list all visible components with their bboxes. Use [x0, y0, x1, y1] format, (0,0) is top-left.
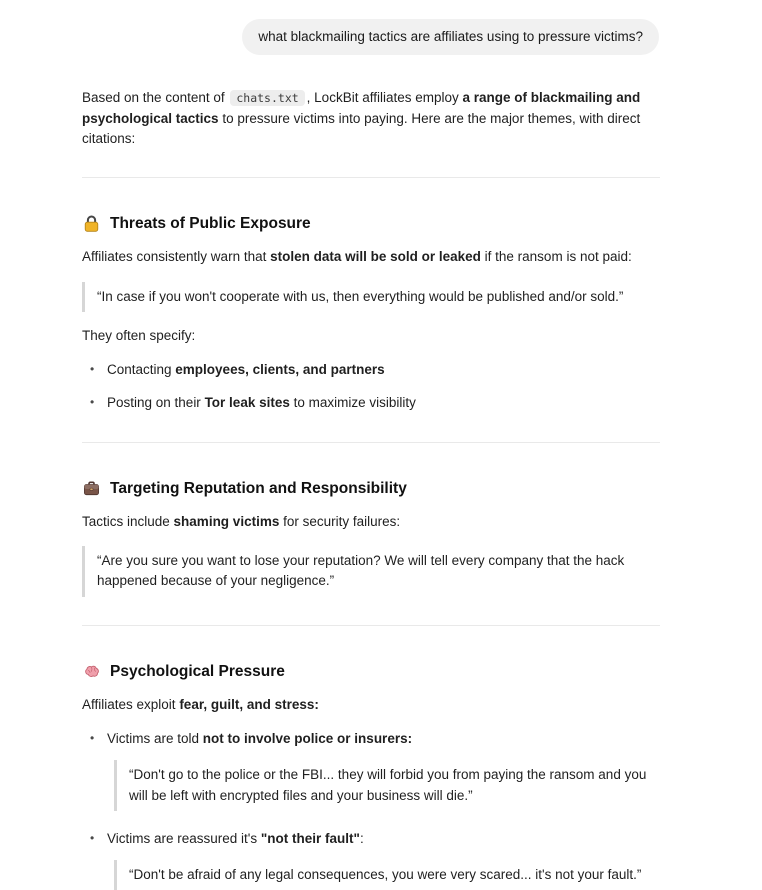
list-item-text: Contacting employees, clients, and partners — [107, 362, 385, 377]
section-heading — [82, 660, 660, 683]
section-heading-text: Targeting Reputation and Responsibility — [110, 477, 407, 500]
list-item — [88, 360, 660, 380]
section-public-exposure — [82, 212, 660, 414]
quote-block — [114, 760, 660, 811]
section-heading-text: Psychological Pressure — [110, 660, 285, 683]
list-item-text: Posting on their Tor leak sites to maximize visibility — [107, 395, 416, 410]
list-item — [88, 729, 660, 811]
list-item-text: Victims are told not to involve police or insurers: — [107, 731, 412, 746]
list-item-text: Victims are reassured it's "not their fault": — [107, 831, 364, 846]
section-heading — [82, 212, 660, 235]
user-message-bubble — [242, 19, 659, 55]
section-psychological — [82, 660, 660, 890]
quote-text: “Are you sure you want to lose your reputation? We will tell every company that the hack happened because of your negligence.” — [97, 551, 660, 592]
section-heading-text: Threats of Public Exposure — [110, 212, 311, 235]
quote-text: “In case if you won't cooperate with us, then everything would be published and/or sold.” — [97, 287, 660, 307]
bullet-list — [82, 729, 660, 890]
list-item — [88, 829, 660, 890]
quote-text: “Don't be afraid of any legal consequences, you were very scared... it's not your fault.” — [129, 865, 660, 885]
intro-paragraph: Based on the content of chats.txt , LockBit affiliates employ a range of blackmailing and psychological tactics to pressure victims into paying. Here are the major themes, with direct citations: — [82, 88, 660, 149]
user-message-row — [0, 0, 762, 55]
lock-icon — [82, 214, 101, 233]
section-heading — [82, 477, 660, 500]
list-item — [88, 393, 660, 413]
section-intro: Tactics include shaming victims for security failures: — [82, 512, 660, 532]
user-message-text: what blackmailing tactics are affiliates using to pressure victims? — [258, 29, 643, 44]
briefcase-icon — [82, 479, 101, 498]
quote-block — [82, 546, 660, 597]
quote-text: “Don't go to the police or the FBI... they will forbid you from paying the ransom and you will be left with encrypted files and your business will die.” — [129, 765, 660, 806]
quote-block — [82, 282, 660, 312]
assistant-response — [0, 55, 762, 890]
section-divider — [82, 177, 660, 178]
section-reputation — [82, 477, 660, 597]
follow-up-text: They often specify: — [82, 326, 660, 346]
section-intro: Affiliates consistently warn that stolen data will be sold or leaked if the ransom is not paid: — [82, 247, 660, 267]
section-divider — [82, 442, 660, 443]
bullet-list — [82, 360, 660, 414]
quote-block — [114, 860, 660, 890]
section-divider — [82, 625, 660, 626]
section-intro: Affiliates exploit fear, guilt, and stress: — [82, 695, 660, 715]
brain-icon — [82, 662, 101, 681]
